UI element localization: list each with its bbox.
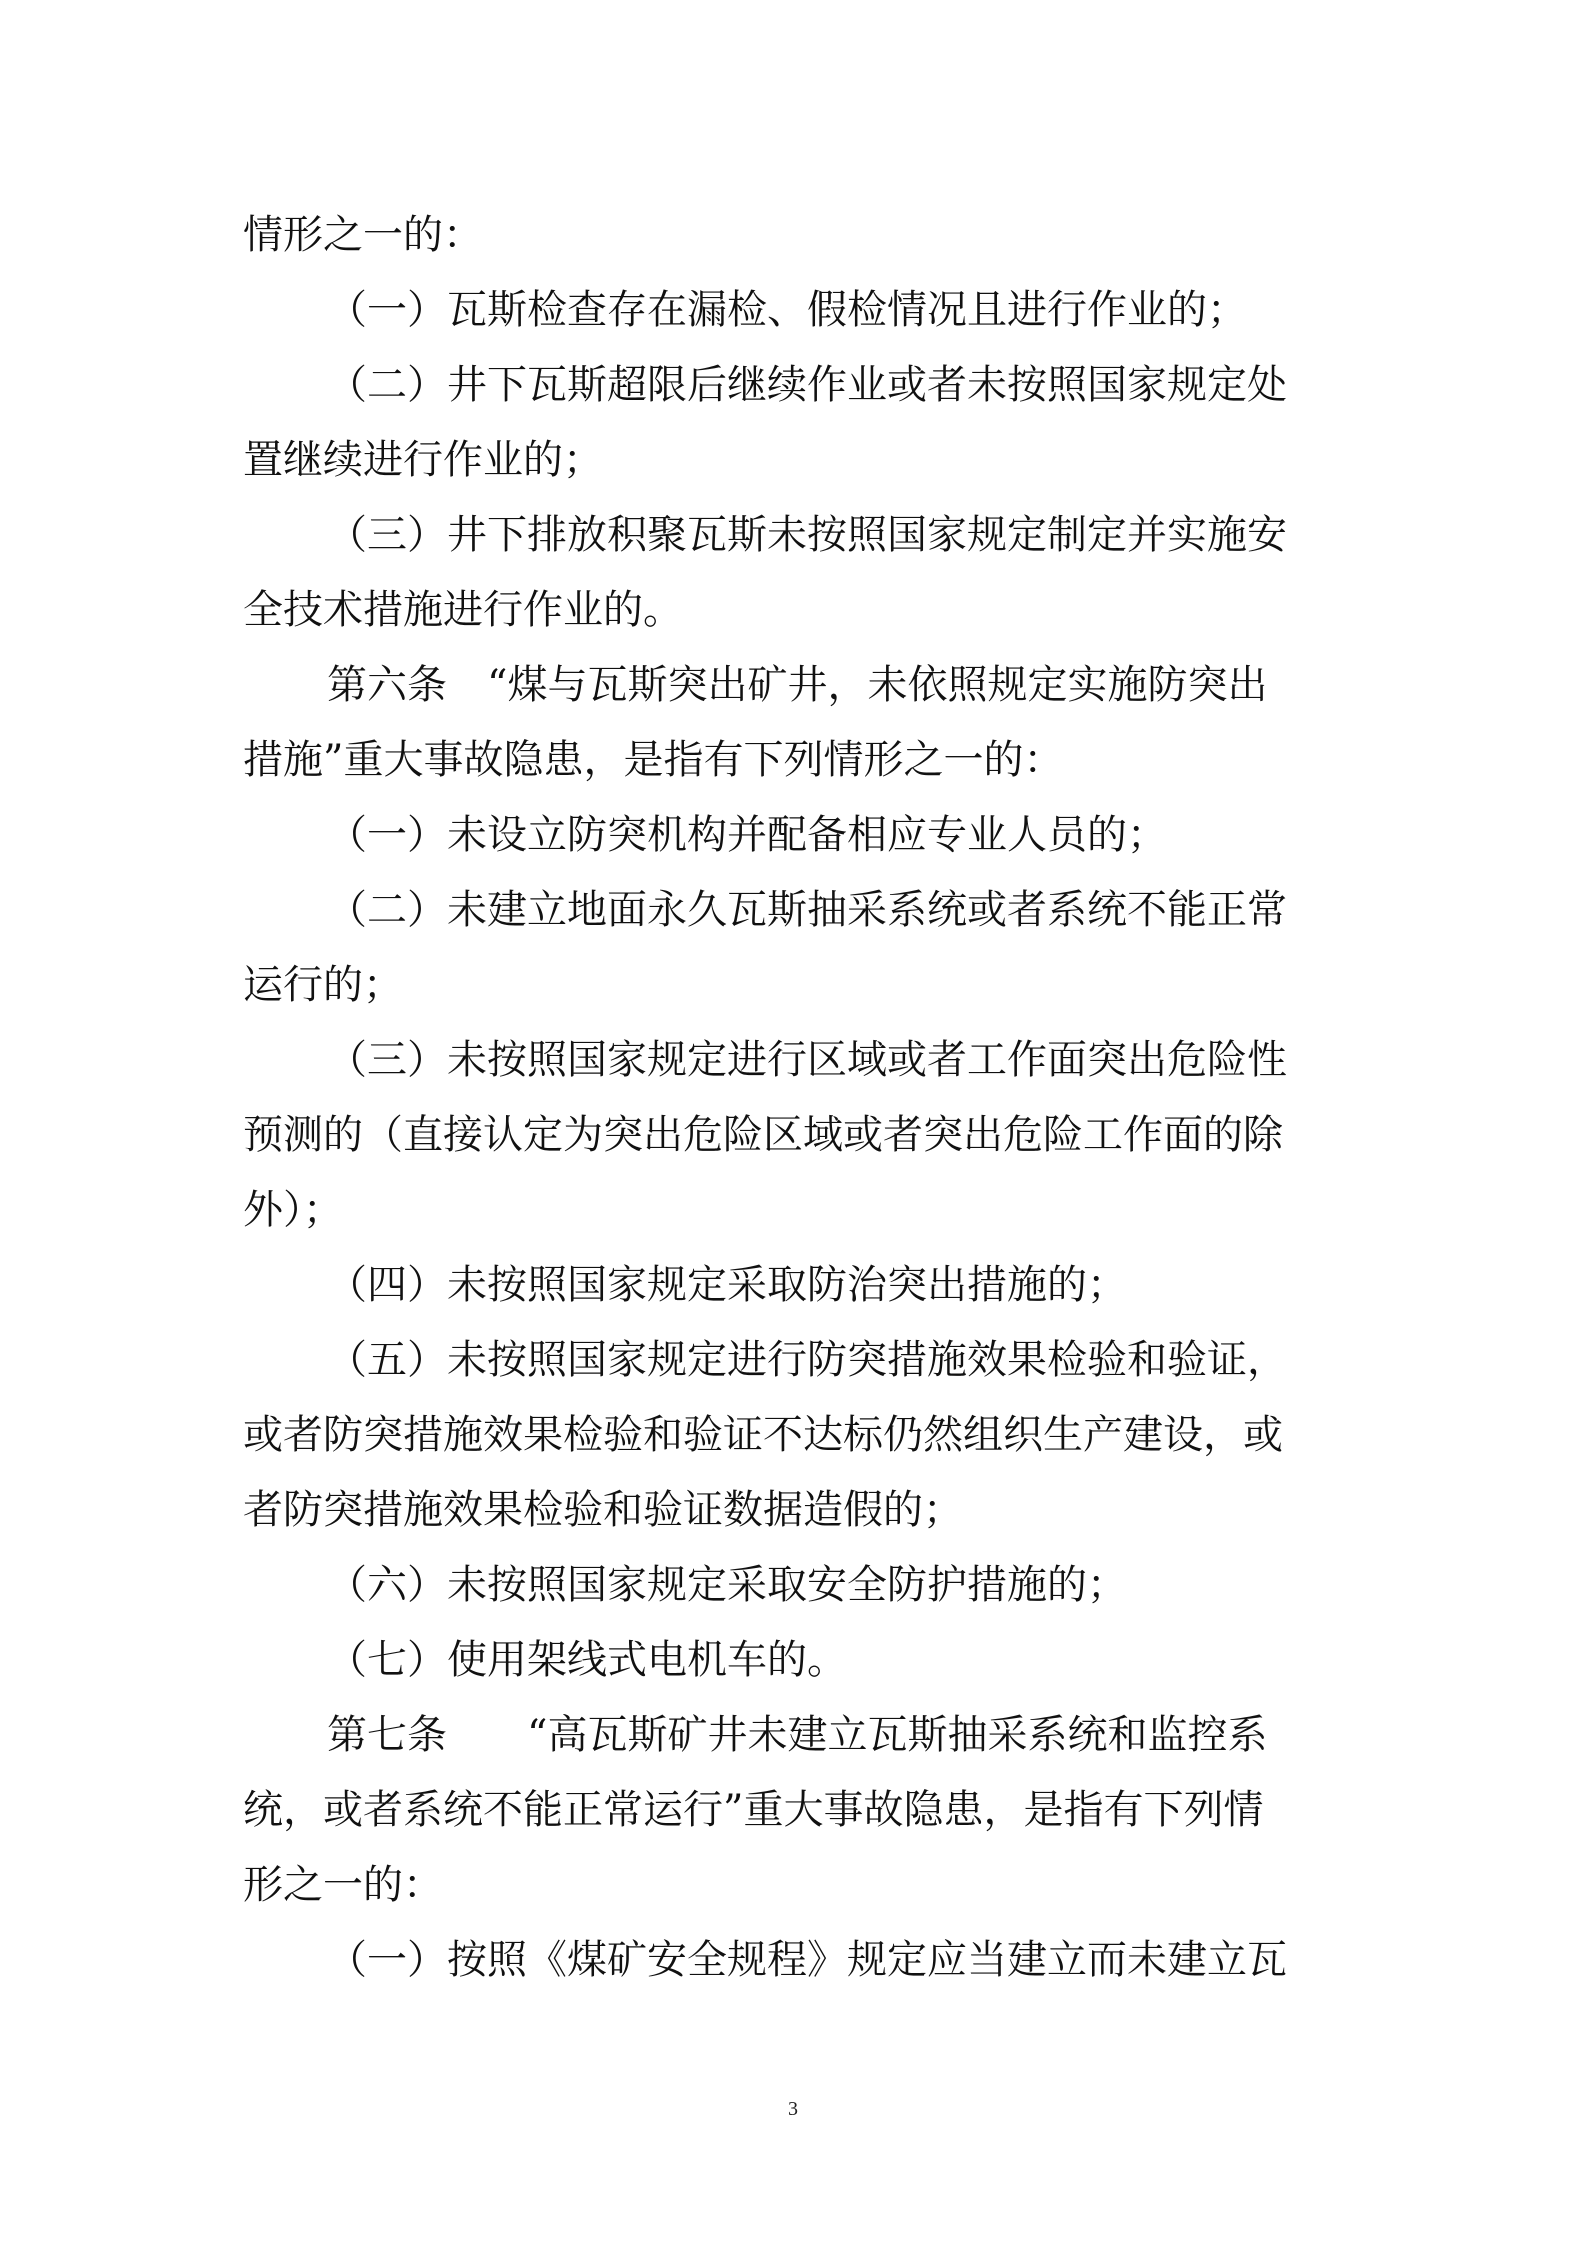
text-line: 预测的（直接认定为突出危险区域或者突出危险工作面的除 <box>243 1112 1283 1158</box>
text-line: 形之一的： <box>243 1862 443 1908</box>
text-line: 情形之一的： <box>243 212 483 258</box>
text-line: 统，或者系统不能正常运行”重大事故隐患，是指有下列情 <box>243 1787 1264 1833</box>
text-line: （三）井下排放积聚瓦斯未按照国家规定制定并实施安 <box>327 512 1287 558</box>
text-line: 第六条 “煤与瓦斯突出矿井，未依照规定实施防突出 <box>327 662 1268 708</box>
text-line: （一）按照《煤矿安全规程》规定应当建立而未建立瓦 <box>327 1937 1287 1983</box>
text-line: 者防突措施效果检验和验证数据造假的； <box>243 1487 963 1533</box>
text-line: 全技术措施进行作业的。 <box>243 587 683 633</box>
text-line: 第七条 “高瓦斯矿井未建立瓦斯抽采系统和监控系 <box>327 1712 1268 1758</box>
text-line: （一）瓦斯检查存在漏检、假检情况且进行作业的； <box>327 287 1247 333</box>
body-text <box>243 198 1358 1998</box>
text-line: （五）未按照国家规定进行防突措施效果检验和验证， <box>327 1337 1287 1383</box>
text-line: 置继续进行作业的； <box>243 437 603 483</box>
text-line: 措施”重大事故隐患，是指有下列情形之一的： <box>243 737 1064 783</box>
text-line: （四）未按照国家规定采取防治突出措施的； <box>327 1262 1127 1308</box>
text-line: （二）未建立地面永久瓦斯抽采系统或者系统不能正常 <box>327 887 1287 933</box>
text-line: （三）未按照国家规定进行区域或者工作面突出危险性 <box>327 1037 1287 1083</box>
page-number: 3 <box>788 2098 798 2120</box>
text-line: 或者防突措施效果检验和验证不达标仍然组织生产建设，或 <box>243 1412 1283 1458</box>
text-line: （六）未按照国家规定采取安全防护措施的； <box>327 1562 1127 1608</box>
text-line: （一）未设立防突机构并配备相应专业人员的； <box>327 812 1167 858</box>
text-line: 运行的； <box>243 962 403 1008</box>
text-line: （二）井下瓦斯超限后继续作业或者未按照国家规定处 <box>327 362 1287 408</box>
text-line: 外）； <box>243 1187 343 1233</box>
text-line: （七）使用架线式电机车的。 <box>327 1637 847 1683</box>
